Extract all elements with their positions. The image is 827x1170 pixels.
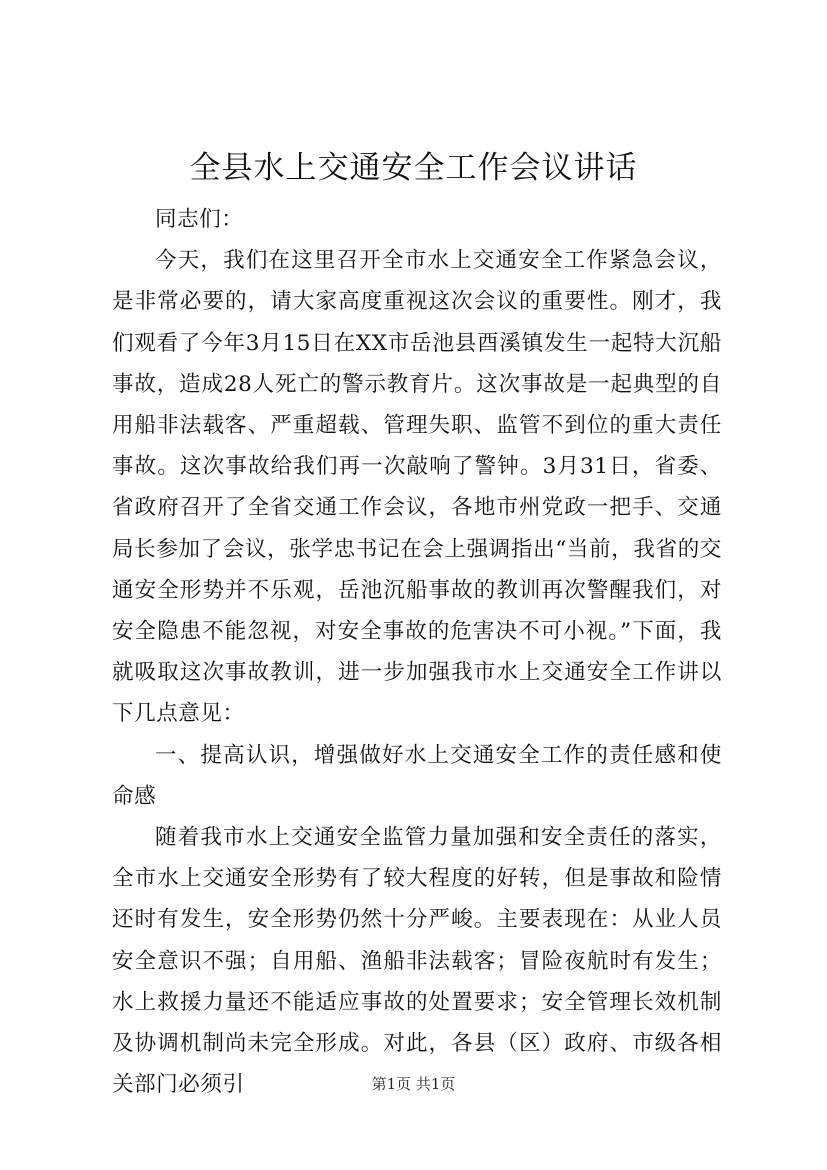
- intro-paragraph: 今天，我们在这里召开全市水上交通安全工作紧急会议，是非常必要的，请大家高度重视这次会议的重要性。刚才，我们观看了今年3月15日在XX市岳池县酉溪镇发生一起特大沉船事故，造成28人死亡的警示教育片。这次事故是一起典型的自用船非法载客、严重超载、管理失职、监管不到位的重大责任事故。这次事故给我们再一次敲响了警钟。3月31日，省委、省政府召开了全省交通工作会议，各地市州党政一把手、交通局长参加了会议，张学忠书记在会上强调指出“当前，我省的交通安全形势并不乐观，岳池沉船事故的教训再次警醒我们，对安全隐患不能忽视，对安全事故的危害决不可小视。”下面，我就吸取这次事故教训，进一步加强我市水上交通安全工作讲以下几点意见：: [112, 248, 722, 727]
- salutation-paragraph: 同志们：: [155, 207, 244, 232]
- section-1-paragraph: 随着我市水上交通安全监管力量加强和安全责任的落实，全市水上交通安全形势有了较大程度的好转，但是事故和险情还时有发生，安全形势仍然十分严峻。主要表现在：从业人员安全意识不强；自用船、渔船非法载客；冒险夜航时有发生；水上救援力量还不能适应事故的处置要求；安全管理长效机制及协调机制尚未完全形成。对此，各县（区）政府、市级各相关部门必须引: [112, 825, 722, 1098]
- page-footer: 第1页 共1页: [371, 1075, 456, 1093]
- section-heading-1: 一、提高认识，增强做好水上交通安全工作的责任感和使命感: [112, 742, 722, 809]
- document-title: 全县水上交通安全工作会议讲话: [189, 150, 638, 186]
- document-body: [112, 199, 722, 1105]
